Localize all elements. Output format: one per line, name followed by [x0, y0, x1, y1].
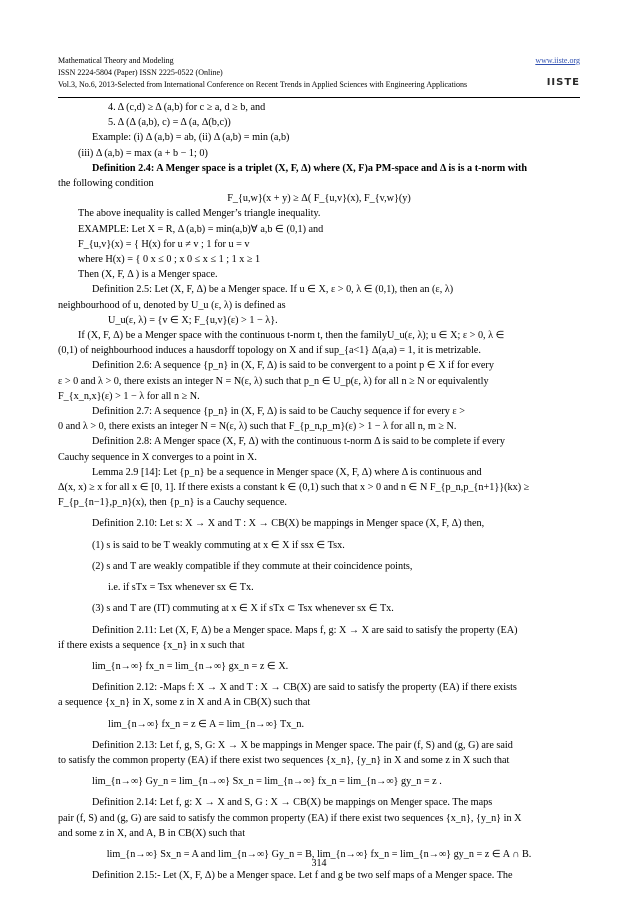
text-line: a sequence {x_n} in X, some z in X and A in CB(X) such that	[58, 697, 311, 709]
text-line: 5. Δ (Δ (a,b), c) = Δ (a, Δ(b,c))	[108, 117, 231, 129]
website-link[interactable]: www.iiste.org	[535, 56, 580, 65]
text-line: if there exists a sequence {x_n} in x such that	[58, 639, 245, 651]
text-line: Then (X, F, Δ ) is a Menger space.	[78, 269, 218, 281]
text-line: The above inequality is called Menger’s triangle inequality.	[78, 208, 321, 220]
definition-heading: Definition 2.14: Let f, g: X → X and S, G : X → CB(X) be mappings on Menger space. The maps	[92, 797, 493, 809]
text-line: 4. Δ (c,d) ≥ Δ (a,b) for c ≥ a, d ≥ b, and	[108, 102, 266, 113]
definition-heading: Definition 2.8: A Menger space (X, F, Δ) with the continuous t-norm Δ is said to be complete if every	[92, 436, 505, 448]
equation: lim_{n→∞} Gy_n = lim_{n→∞} Sx_n = lim_{n→∞} fx_n = lim_{n→∞} gy_n = z .	[92, 776, 442, 788]
issn-line: ISSN 2224-5804 (Paper) ISSN 2225-0522 (Online)	[58, 68, 223, 77]
text-line: (iii) Δ (a,b) = max (a + b − 1; 0)	[78, 147, 208, 159]
text-line: ε > 0 and λ > 0, there exists an integer N = N(ε, λ) such that p_n ∈ U_p(ε, λ) for all n ≥ N or equivalently	[58, 375, 489, 387]
definition-heading: Definition 2.7: A sequence {p_n} in (X, F, Δ) is said to be Cauchy sequence if for every ε >	[92, 406, 465, 418]
definition-heading: Definition 2.11: Let (X, F, Δ) be a Menger space. Maps f, g: X → X are said to satisfy the property (EA)	[92, 624, 518, 636]
equation: U_u(ε, λ) = {v ∈ X; F_{u,v}(ε) > 1 − λ}.	[108, 314, 278, 326]
definition-heading: Definition 2.6: A sequence {p_n} in (X, F, Δ) is said to be convergent to a point p ∈ X if for every	[92, 360, 494, 372]
list-item: i.e. if sTx = Tsx whenever sx ∈ Tx.	[108, 582, 254, 594]
equation: lim_{n→∞} fx_n = z ∈ A = lim_{n→∞} Tx_n.	[108, 718, 305, 730]
volume-line: Vol.3, No.6, 2013-Selected from International Conference on Recent Trends in Applied Sciences with Engineering Applications	[58, 80, 468, 89]
definition-heading: Definition 2.4: A Menger space is a triplet (X, F, Δ) where (X, F)a PM-space and Δ is is a t-norm with	[92, 162, 528, 174]
text-line: neighbourhood of u, denoted by U_u (ε, λ) is defined as	[58, 299, 286, 311]
definition-heading: Definition 2.13: Let f, g, S, G: X → X be mappings in Menger space. The pair (f, S) and (g, G) are said	[92, 739, 513, 751]
text-line: Δ(x, x) ≥ x for all x ∈ [0, 1]. If there exists a constant k ∈ (0,1) such that x > 0 and n ∈ N F_{p_n,p_{n+1}}(kx) ≥	[58, 482, 530, 494]
text-line: and some z in X, and A, B in CB(X) such that	[58, 827, 246, 839]
page-body	[58, 100, 580, 883]
definition-heading: Definition 2.5: Let (X, F, Δ) be a Menger space. If u ∈ X, ε > 0, λ ∈ (0,1), then an (ε, λ)	[92, 284, 454, 296]
header-rule	[58, 97, 580, 98]
list-item: (3) s and T are (IT) commuting at x ∈ X if sTx ⊂ Tsx whenever sx ∈ Tx.	[92, 603, 394, 615]
text-line: to satisfy the common property (EA) if there exist two sequences {x_n}, {y_n} in X and some z in X such that	[58, 754, 510, 766]
text-line: EXAMPLE: Let X = R, Δ (a,b) = min(a,b)∀ a,b ∈ (0,1) and	[78, 223, 324, 235]
list-item: (1) s is said to be T weakly commuting at x ∈ X if ssx ∈ Tsx.	[92, 539, 345, 551]
iiste-logo: IISTE	[546, 77, 580, 88]
equation: lim_{n→∞} fx_n = lim_{n→∞} gx_n = z ∈ X.	[92, 660, 289, 672]
text-line: the following condition	[58, 178, 154, 190]
lemma-heading: Lemma 2.9 [14]: Let {p_n} be a sequence in Menger space (X, F, Δ) where Δ is continuous and	[92, 466, 482, 478]
text-line: 0 and λ > 0, there exists an integer N = N(ε, λ) such that F_{p_n,p_m}(ε) > 1 − λ for all n, m ≥ N.	[58, 421, 457, 433]
text-line: (0,1) of neighbourhood induces a hausdorff topology on X and if sup_{a<1} Δ(a,a) = 1, it is metrizable.	[58, 345, 481, 357]
text-line: F_{p_{n−1},p_n}(x), then {p_n} is a Cauchy sequence.	[58, 497, 287, 509]
equation: where H(x) = { 0 x ≤ 0 ; x 0 ≤ x ≤ 1 ; 1 x ≥ 1	[78, 254, 261, 266]
text-line: pair (f, S) and (g, G) are said to satisfy the common property (EA) if there exist two sequences {x_n}, {y_n} in X	[58, 812, 522, 824]
text-line: If (X, F, Δ) be a Menger space with the continuous t-norm t, then the familyU_u(ε, λ); u ∈ X; ε > 0, λ ∈	[78, 330, 505, 342]
definition-heading: Definition 2.10: Let s: X → X and T : X → CB(X) be mappings in Menger space (X, F, Δ) then,	[92, 518, 485, 530]
definition-heading: Definition 2.12: -Maps f: X → X and T : X → CB(X) are said to satisfy the property (EA) if there exists	[92, 682, 517, 694]
text-line: F_{x_n,x}(ε) > 1 − λ for all n ≥ N.	[58, 390, 200, 402]
text-line: Example: (i) Δ (a,b) = ab, (ii) Δ (a,b) = min (a,b)	[92, 132, 290, 144]
equation: lim_{n→∞} Sx_n = A and lim_{n→∞} Gy_n = B, lim_{n→∞} fx_n = lim_{n→∞} gy_n = z ∈ A ∩ B.	[106, 848, 532, 860]
definition-heading: Definition 2.15:- Let (X, F, Δ) be a Menger space. Let f and g be two self maps of a Menger space. The	[92, 870, 513, 882]
equation: F_{u,w}(x + y) ≥ Δ( F_{u,v}(x), F_{v,w}(y)	[227, 193, 411, 205]
page-header	[58, 55, 580, 91]
page-number: 314	[311, 858, 327, 869]
equation: F_{u,v}(x) = { H(x) for u ≠ v ; 1 for u = v	[78, 238, 250, 250]
journal-name: Mathematical Theory and Modeling	[58, 56, 174, 65]
list-item: (2) s and T are weakly compatible if they commute at their coincidence points,	[92, 560, 413, 572]
text-line: Cauchy sequence in X converges to a point in X.	[58, 451, 257, 463]
